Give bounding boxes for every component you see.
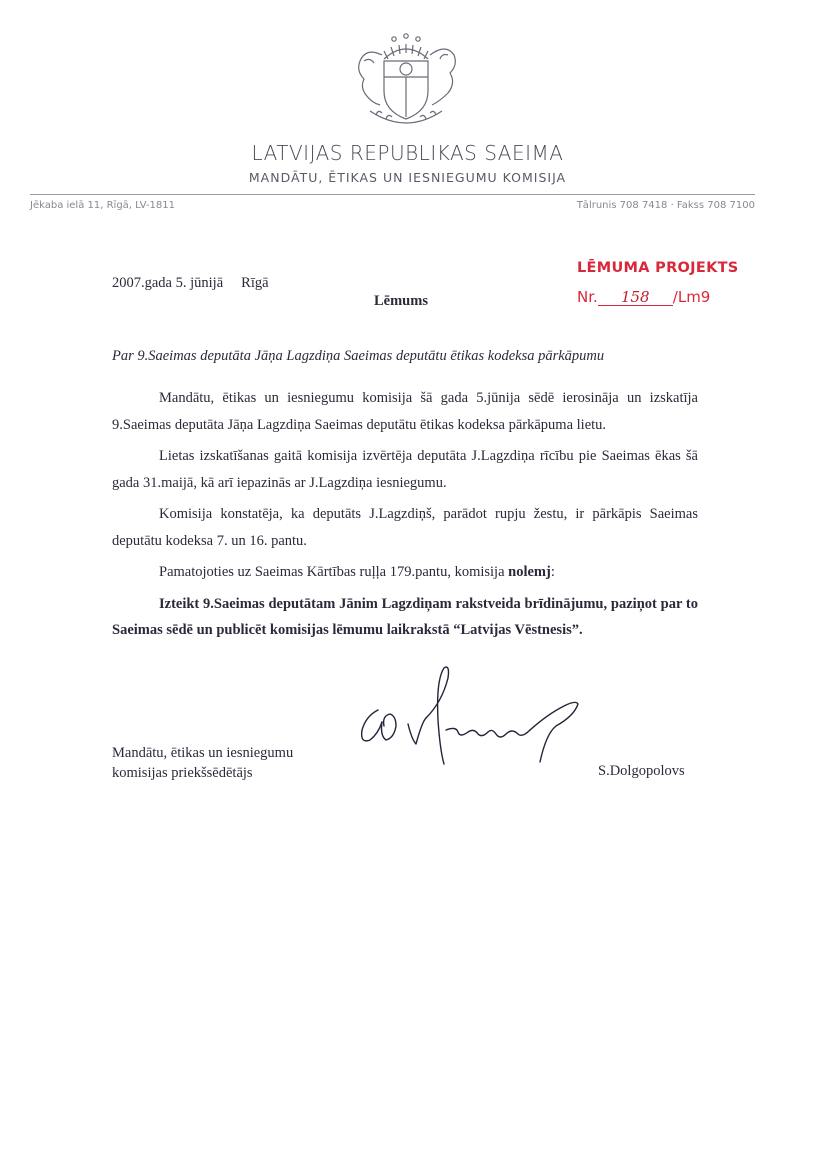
body-paragraph-3: Komisija konstatēja, ka deputāts J.Lagzdiņš, parādot rupju žestu, ir pārkāpis Saeimas deputātu kodeksa 7. un 16. pantu. xyxy=(112,506,698,549)
draft-stamp-title: LĒMUMA PROJEKTS xyxy=(577,260,739,276)
committee-name: MANDĀTU, ĒTIKAS UN IESNIEGUMU KOMISIJA xyxy=(248,170,567,185)
draft-stamp-number xyxy=(577,288,710,306)
document-type: Lēmums xyxy=(374,293,428,309)
handwritten-signature xyxy=(352,660,584,772)
signatory-name: S.Dolgopolovs xyxy=(598,763,685,779)
signatory-position xyxy=(112,743,293,783)
document-subject: Par 9.Saeimas deputāta Jāņa Lagzdiņa Saeimas deputātu ētikas kodeksa pārkāpumu xyxy=(112,348,605,364)
basis-paragraph xyxy=(112,559,698,586)
contact-line: Tālrunis 708 7418 · Fakss 708 7100 xyxy=(576,200,755,211)
stamp-nr-prefix: Nr. xyxy=(577,288,598,306)
document-place: Rīgā xyxy=(241,275,269,291)
organization-title: LATVIJAS REPUBLIKAS SAEIMA xyxy=(251,141,564,165)
signatory-position-line-2: komisijas priekšsēdētājs xyxy=(112,765,253,781)
basis-text: Pamatojoties uz Saeimas Kārtības ruļļa 179.pantu, komisija xyxy=(159,564,509,580)
document-body xyxy=(112,385,698,649)
decision-paragraph: Izteikt 9.Saeimas deputātam Jānim Lagzdiņam rakstveida brīdinājumu, paziņot par to Saeimas sēdē un publicēt komisijas lēmumu laikrakstā “Latvijas Vēstnesis”. xyxy=(112,595,698,638)
body-paragraph-1: Mandātu, ētikas un iesniegumu komisija šā gada 5.jūnija sēdē ierosināja un izskatīja 9.Saeimas deputāta Jāņa Lagzdiņa Saeimas deputātu ētikas kodeksa pārkāpuma lietu. xyxy=(112,390,698,433)
signatory-position-line-1: Mandātu, ētikas un iesniegumu xyxy=(112,745,294,761)
stamp-nr-value: 158 xyxy=(598,290,673,306)
document-date: 2007.gada 5. jūnijā xyxy=(112,275,224,291)
coat-of-arms-emblem xyxy=(342,25,470,130)
basis-decision-word: nolemj xyxy=(508,564,551,580)
body-paragraph-2: Lietas izskatīšanas gaitā komisija izvērtēja deputāta J.Lagzdiņa rīcību pie Saeimas ēkas šā gada 31.maijā, kā arī iepazinās ar J.Lagzdiņa iesniegumu. xyxy=(112,448,698,491)
address-line: Jēkaba ielā 11, Rīgā, LV-1811 xyxy=(30,200,175,211)
date-place-line xyxy=(112,275,269,292)
basis-end: : xyxy=(550,564,555,580)
header-divider xyxy=(30,194,755,195)
stamp-nr-suffix: /Lm9 xyxy=(672,288,711,306)
